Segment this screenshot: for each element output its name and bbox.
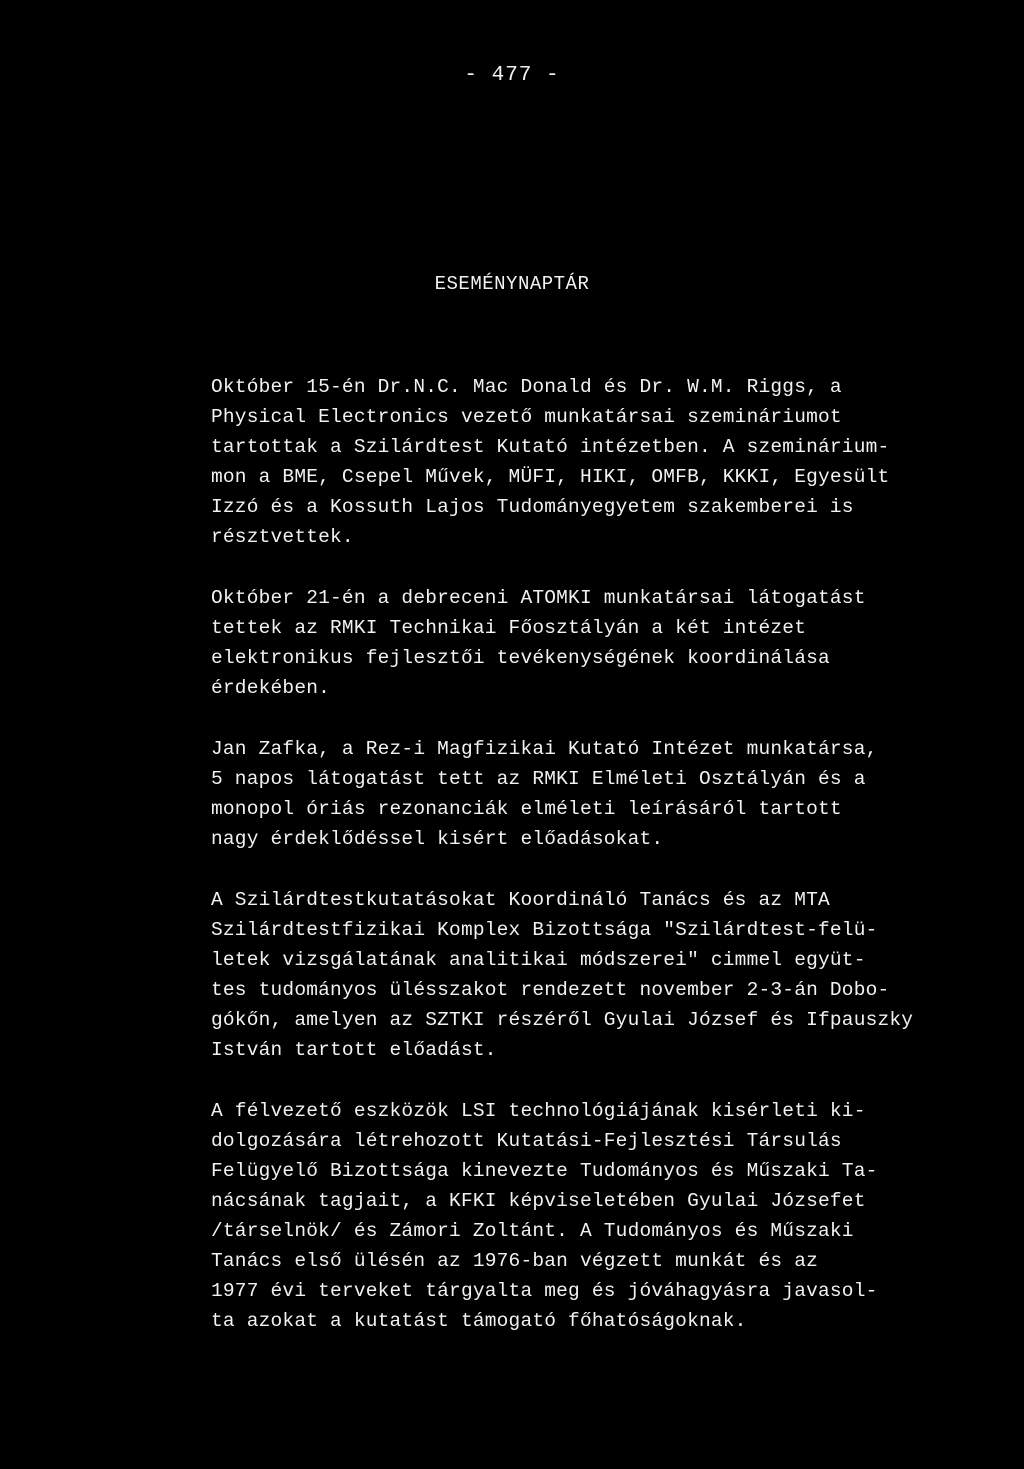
paragraph-surface-session [211, 885, 914, 1065]
text-line: nácsának tagjait, a KFKI képviseletében Gyulai Józsefet [211, 1190, 866, 1212]
document-title: ESEMÉNYNAPTÁR [434, 273, 590, 295]
text-line: A Szilárdtestkutatásokat Koordináló Tanács és az MTA [211, 889, 830, 911]
text-line: nagy érdeklődéssel kisért előadásokat. [211, 828, 664, 850]
text-line: elektronikus fejlesztői tevékenységének koordinálása [211, 647, 830, 669]
text-line: Október 15-én Dr.N.C. Mac Donald és Dr. W.M. Riggs, a [211, 376, 842, 398]
paragraph-lsi-council [211, 1096, 891, 1336]
text-line: Szilárdtestfizikai Komplex Bizottsága "Szilárdtest-felü- [211, 919, 878, 941]
text-line: Felügyelő Bizottsága kinevezte Tudományos és Műszaki Ta- [211, 1160, 878, 1182]
text-line: 5 napos látogatást tett az RMKI Elméleti Osztályán és a [211, 768, 866, 790]
text-line: tettek az RMKI Technikai Főosztályán a két intézet [211, 617, 807, 639]
text-line: dolgozására létrehozott Kutatási-Fejlesztési Társulás [211, 1130, 842, 1152]
page-number: - 477 - [464, 64, 560, 87]
paragraph-atomki-visit [211, 583, 891, 703]
text-line: Jan Zafka, a Rez-i Magfizikai Kutató Intézet munkatársa, [211, 738, 878, 760]
paragraph-zafka-visit [211, 734, 891, 854]
text-line: monopol óriás rezonanciák elméleti leírásáról tartott [211, 798, 842, 820]
document-body [211, 372, 914, 1367]
text-line: Október 21-én a debreceni ATOMKI munkatársai látogatást [211, 587, 866, 609]
text-line: Tanács első ülésén az 1976-ban végzett munkát és az [211, 1250, 818, 1272]
text-line: érdekében. [211, 677, 331, 699]
text-line: tartottak a Szilárdtest Kutató intézetben. A szeminárium- [211, 436, 890, 458]
text-line: mon a BME, Csepel Művek, MÜFI, HIKI, OMFB, KKKI, Egyesült [211, 466, 890, 488]
text-line: 1977 évi terveket tárgyalta meg és jóváhagyásra javasol- [211, 1280, 878, 1302]
text-line: Izzó és a Kossuth Lajos Tudományegyetem szakemberei is [211, 496, 854, 518]
text-line: István tartott előadást. [211, 1039, 497, 1061]
text-line: gókőn, amelyen az SZTKI részéről Gyulai József és Ifpauszky [211, 1009, 914, 1031]
text-line: tes tudományos ülésszakot rendezett november 2-3-án Dobo- [211, 979, 890, 1001]
paragraph-mac-donald-seminar [211, 372, 891, 552]
text-line: résztvettek. [211, 526, 354, 548]
text-line: A félvezető eszközök LSI technológiájának kisérleti ki- [211, 1100, 866, 1122]
text-line: ta azokat a kutatást támogató főhatóságoknak. [211, 1310, 747, 1332]
text-line: /társelnök/ és Zámori Zoltánt. A Tudományos és Műszaki [211, 1220, 854, 1242]
text-line: letek vizsgálatának analitikai módszerei" cimmel együt- [211, 949, 866, 971]
text-line: Physical Electronics vezető munkatársai szemináriumot [211, 406, 842, 428]
